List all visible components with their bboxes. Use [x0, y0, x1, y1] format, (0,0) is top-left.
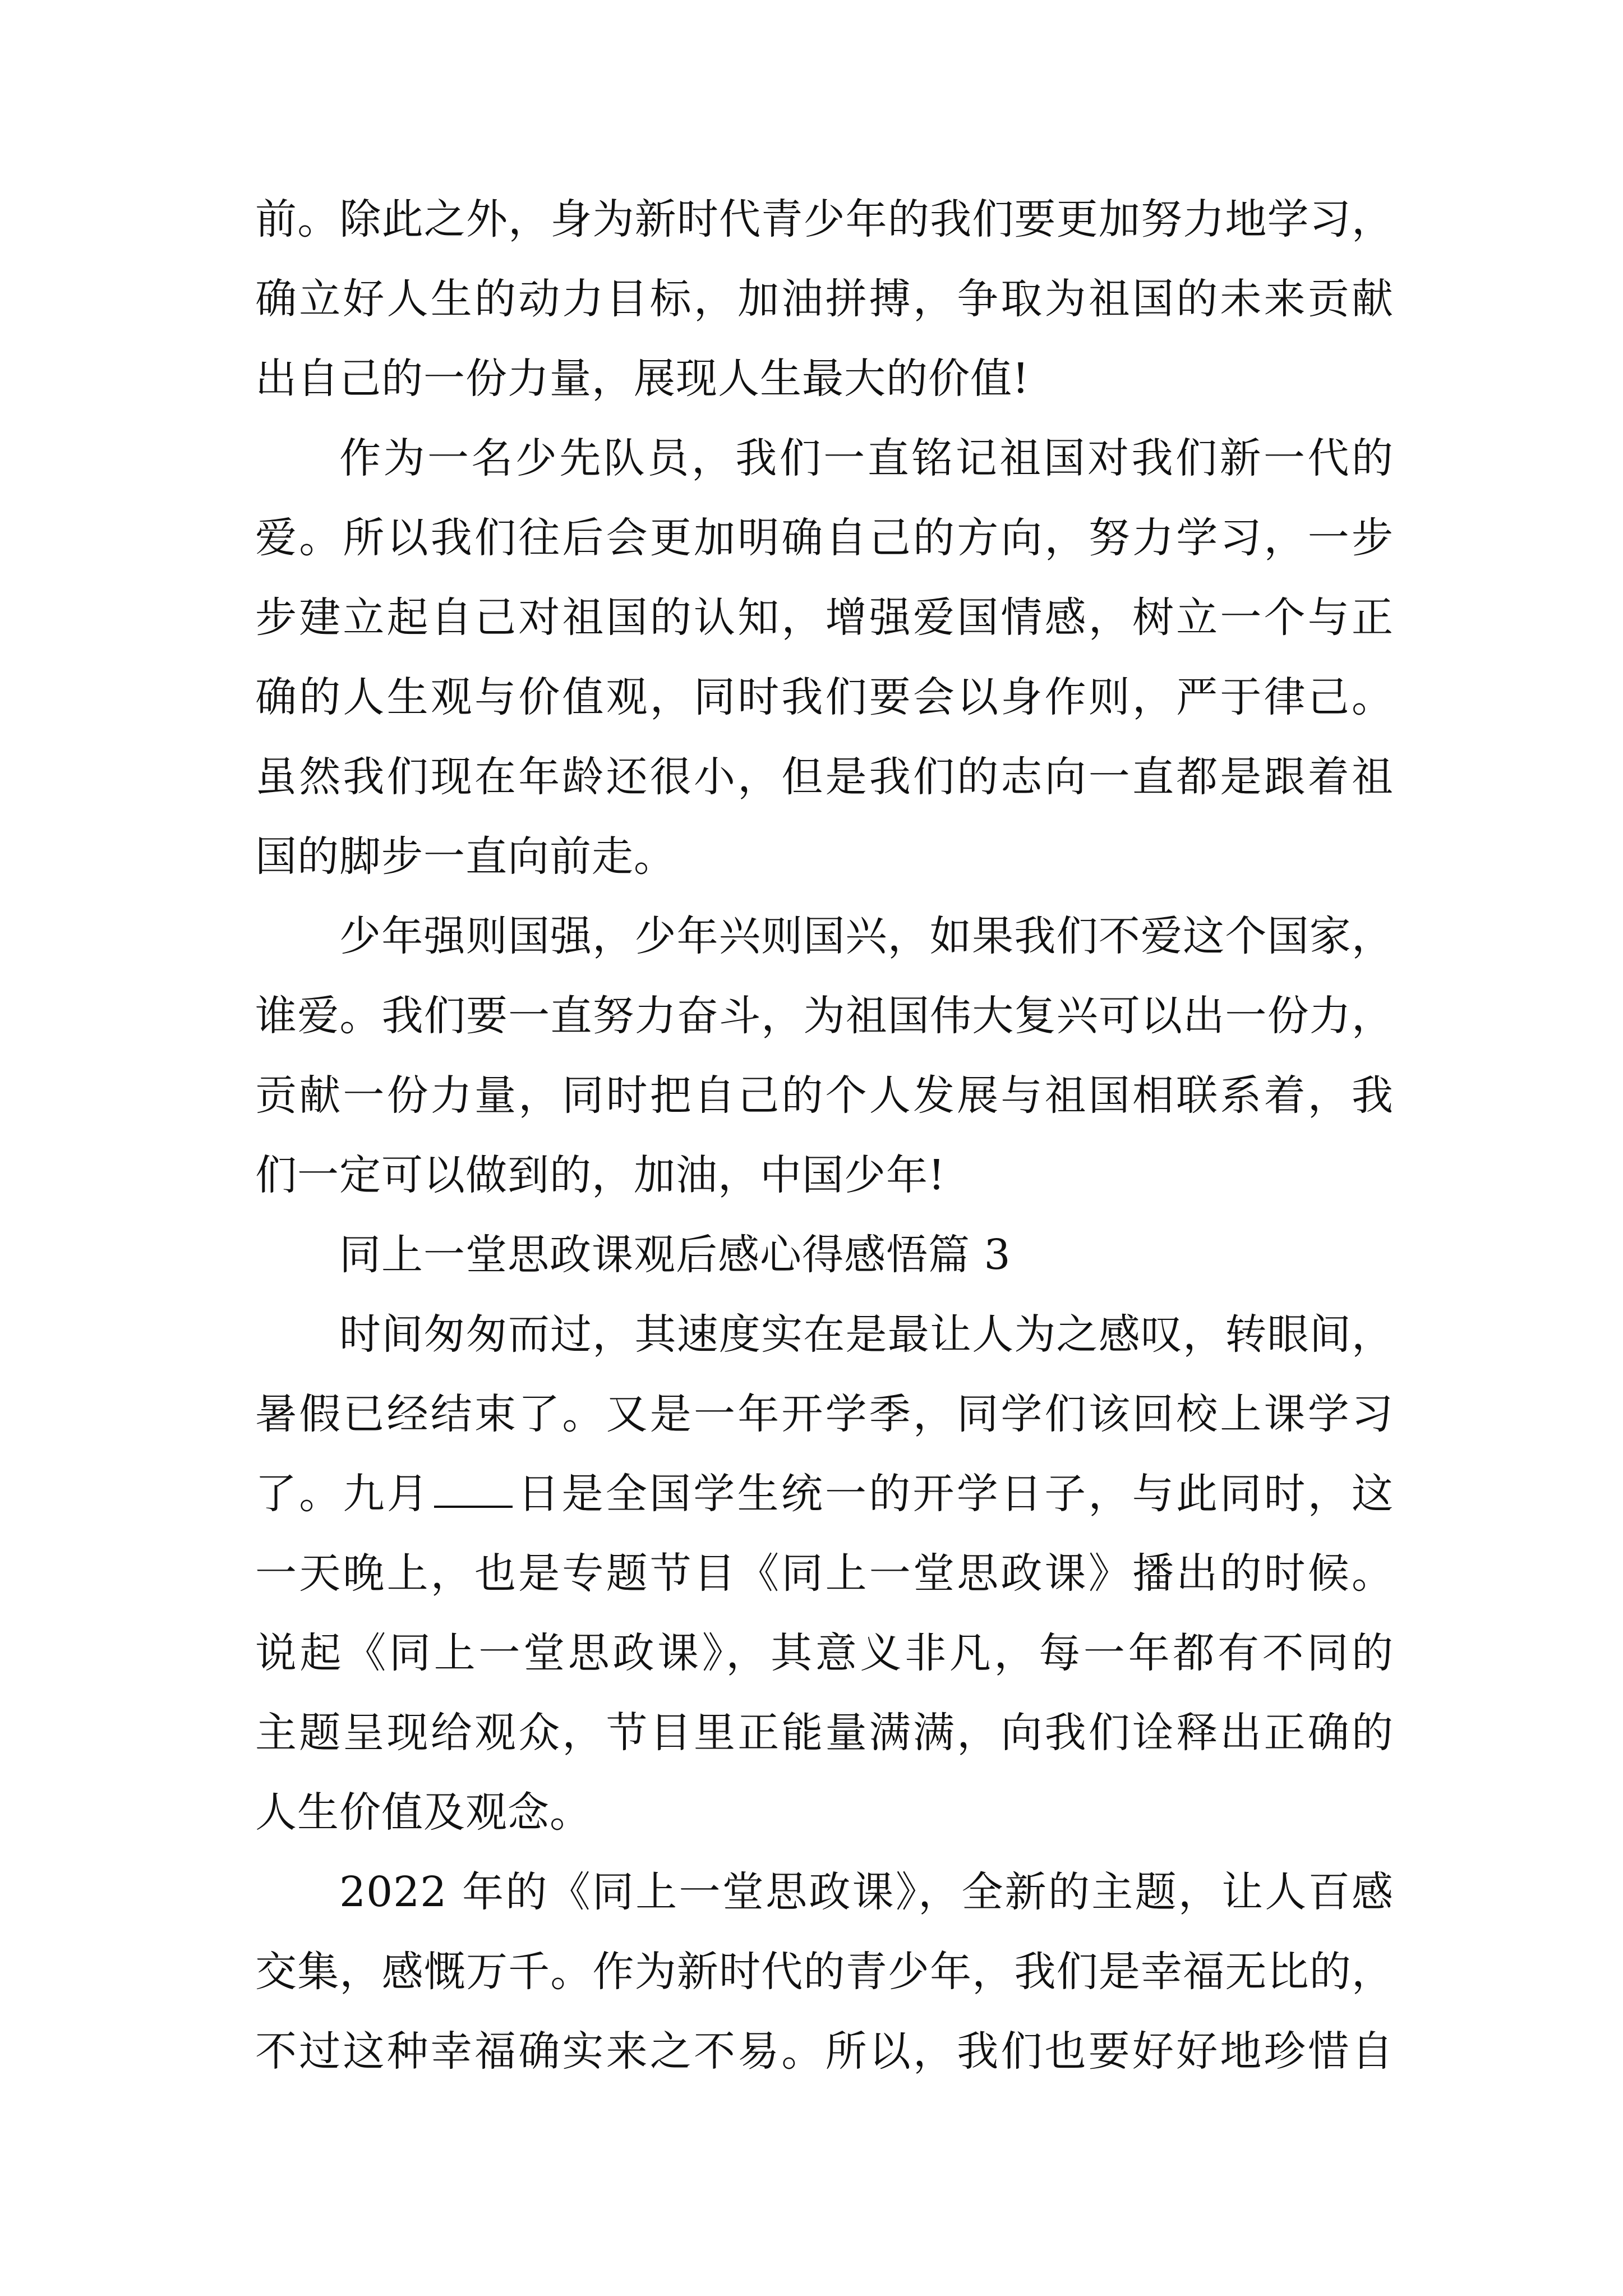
text-line: 国的脚步一直向前走。	[255, 832, 676, 881]
text-line: 时间匆匆而过，其速度实在是最让人为之感叹，转眼间，	[339, 1310, 1394, 1359]
text-line: 确立好人生的动力目标，加油拼搏，争取为祖国的未来贡献	[255, 275, 1394, 323]
fill-in-blank	[434, 1466, 513, 1508]
text-line: 说起《同上一堂思政课》，其意义非凡，每一年都有不同的	[255, 1629, 1394, 1677]
text-line: 确的人生观与价值观，同时我们要会以身作则，严于律己。	[255, 673, 1394, 721]
body-text	[255, 180, 1394, 2091]
text-line: 一天晚上，也是专题节目《同上一堂思政课》播出的时候。	[255, 1549, 1394, 1598]
text-line: 贡献一份力量，同时把自己的个人发展与祖国相联系着，我	[255, 1071, 1394, 1120]
text-line: 主题呈现给观众，节目里正能量满满，向我们诠释出正确的	[255, 1709, 1394, 1757]
text-line: 交集，感慨万千。作为新时代的青少年，我们是幸福无比的，	[255, 1948, 1394, 1996]
text-line: 2022 年的《同上一堂思政课》，全新的主题，让人百感	[339, 1868, 1394, 1916]
text-line: 不过这种幸福确实来之不易。所以，我们也要好好地珍惜自	[255, 2027, 1394, 2076]
text-line: 作为一名少先队员，我们一直铭记祖国对我们新一代的	[339, 434, 1394, 482]
text-after-blank: 日是全国学生统一的开学日子，与此同时，这	[516, 1470, 1394, 1518]
section-heading: 同上一堂思政课观后感心得感悟篇 3	[339, 1231, 1011, 1279]
text-line: 虽然我们现在年龄还很小，但是我们的志向一直都是跟着祖	[255, 753, 1394, 801]
text-line-with-blank	[255, 1454, 1394, 1534]
text-line: 少年强则国强，少年兴则国兴，如果我们不爱这个国家，	[339, 912, 1394, 960]
text-line: 爱。所以我们往后会更加明确自己的方向，努力学习，一步	[255, 514, 1394, 562]
text-before-blank: 了。九月	[255, 1470, 431, 1518]
text-line: 谁爱。我们要一直努力奋斗，为祖国伟大复兴可以出一份力，	[255, 992, 1394, 1040]
text-line: 步建立起自己对祖国的认知，增强爱国情感，树立一个与正	[255, 593, 1394, 642]
text-line: 们一定可以做到的，加油，中国少年!	[255, 1151, 946, 1199]
text-line: 人生价值及观念。	[255, 1788, 592, 1837]
text-line: 出自己的一份力量，展现人生最大的价值!	[255, 355, 1030, 403]
text-line: 前。除此之外，身为新时代青少年的我们要更加努力地学习，	[255, 195, 1394, 243]
text-line: 暑假已经结束了。又是一年开学季，同学们该回校上课学习	[255, 1390, 1394, 1438]
